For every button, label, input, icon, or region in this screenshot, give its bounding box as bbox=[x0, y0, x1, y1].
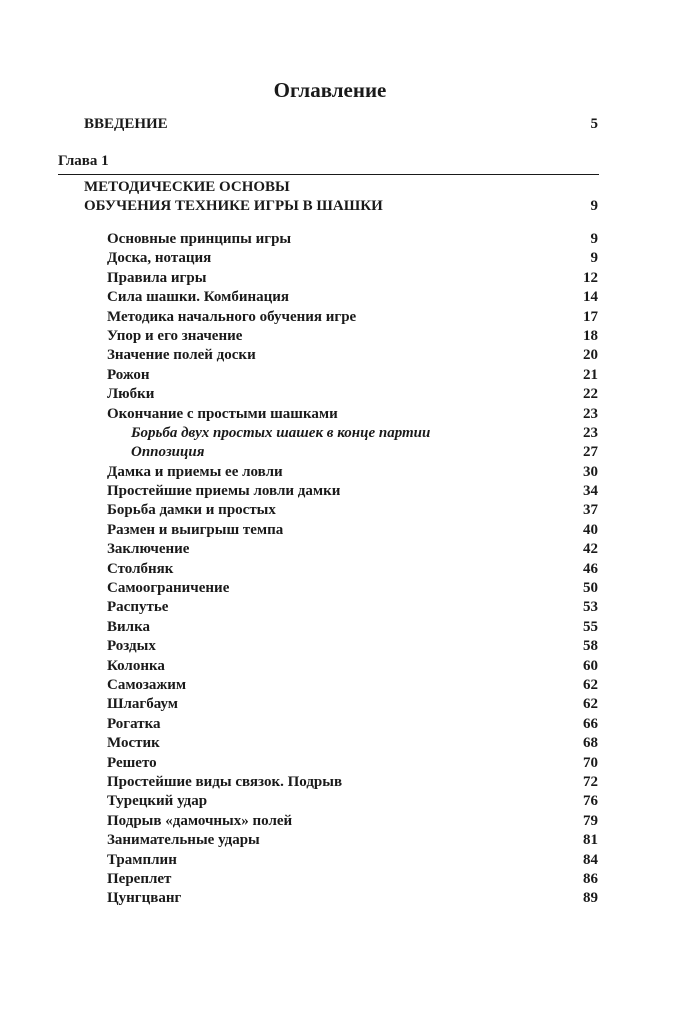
toc-entry-page: 9 bbox=[590, 231, 598, 247]
toc-entry[interactable] bbox=[107, 346, 598, 365]
toc-entry-label: Самозажим bbox=[107, 676, 187, 693]
chapter-title-entry[interactable] bbox=[84, 178, 598, 216]
toc-entry[interactable] bbox=[107, 637, 598, 656]
toc-subentry-label: Оппозиция bbox=[131, 444, 205, 461]
toc-entry-page: 72 bbox=[583, 773, 598, 790]
toc-entry[interactable] bbox=[107, 540, 598, 559]
toc-entry-label: Дамка и приемы ее ловли bbox=[107, 463, 283, 480]
toc-entry[interactable] bbox=[107, 734, 598, 753]
toc-entry[interactable] bbox=[107, 598, 598, 617]
toc-entry-page: 21 bbox=[583, 366, 598, 383]
toc-entry-page: 60 bbox=[583, 657, 598, 674]
toc-entry-page: 42 bbox=[583, 541, 598, 558]
toc-subentry[interactable] bbox=[107, 424, 598, 443]
toc-entry[interactable] bbox=[107, 463, 598, 482]
toc-entry-page: 62 bbox=[583, 676, 598, 693]
toc-entry-page: 68 bbox=[583, 735, 598, 752]
toc-entry[interactable] bbox=[107, 851, 598, 870]
toc-entry[interactable] bbox=[107, 366, 598, 385]
toc-subentry-page: 23 bbox=[583, 424, 598, 441]
toc-entry-page: 17 bbox=[583, 308, 598, 325]
toc-entry-label: Шлагбаум bbox=[107, 696, 178, 713]
toc-entry[interactable] bbox=[107, 792, 598, 811]
chapter-title-line1: МЕТОДИЧЕСКИЕ ОСНОВЫ bbox=[84, 179, 290, 195]
chapter-page: 9 bbox=[590, 198, 598, 214]
toc-entry[interactable] bbox=[107, 482, 598, 501]
toc-entry[interactable] bbox=[107, 560, 598, 579]
page-title: Оглавление bbox=[273, 78, 387, 102]
toc-entry-label: Сила шашки. Комбинация bbox=[107, 289, 289, 306]
toc-entry-page: 58 bbox=[583, 638, 598, 655]
toc-entry[interactable] bbox=[107, 249, 598, 268]
toc-entry-page: 12 bbox=[583, 269, 598, 286]
toc-entry-label: Рожон bbox=[107, 366, 150, 383]
toc-entry-page: 84 bbox=[583, 851, 598, 868]
toc-entry-page: 34 bbox=[583, 483, 598, 500]
toc-entry-page: 86 bbox=[583, 870, 598, 887]
toc-entry-page: 46 bbox=[583, 560, 598, 577]
toc-entry[interactable] bbox=[107, 676, 598, 695]
toc-entry-label: Упор и его значение bbox=[107, 327, 243, 344]
toc-entry-label: Окончание с простыми шашками bbox=[107, 405, 338, 422]
toc-entry-label: Колонка bbox=[107, 657, 165, 674]
toc-entry-label: Трамплин bbox=[107, 851, 177, 868]
toc-subentry-page: 27 bbox=[583, 444, 598, 461]
toc-subentry-label: Борьба двух простых шашек в конце партии bbox=[131, 424, 431, 441]
chapter-divider bbox=[58, 174, 599, 175]
toc-entry-page: 23 bbox=[583, 405, 598, 422]
toc-entry-page: 22 bbox=[583, 386, 598, 403]
toc-entry-page: 89 bbox=[583, 890, 598, 907]
toc-entry[interactable] bbox=[107, 812, 598, 831]
toc-entry-label: Решето bbox=[107, 754, 157, 771]
toc-entry-label: Размен и выигрыш темпа bbox=[107, 521, 284, 538]
toc-entry-label: Распутье bbox=[107, 599, 169, 616]
toc-entry-page: 14 bbox=[583, 289, 598, 306]
toc-entry[interactable] bbox=[107, 501, 598, 520]
toc-entry-label: Вилка bbox=[107, 618, 150, 635]
toc-entry-label: Рогатка bbox=[107, 715, 161, 732]
toc-entry-page: 50 bbox=[583, 580, 598, 597]
toc-entry[interactable] bbox=[107, 327, 598, 346]
toc-entry-page: 55 bbox=[583, 618, 598, 635]
toc-entry[interactable] bbox=[107, 308, 598, 327]
toc-entry[interactable] bbox=[107, 579, 598, 598]
toc-entry-label: Цунгцванг bbox=[107, 890, 182, 907]
toc-entry[interactable] bbox=[107, 618, 598, 637]
toc-entry[interactable] bbox=[107, 269, 598, 288]
toc-entry-label: Самоограничение bbox=[107, 580, 230, 597]
toc-entry[interactable] bbox=[107, 230, 598, 249]
toc-entry-page: 9 bbox=[590, 250, 598, 267]
toc-entry[interactable] bbox=[107, 288, 598, 307]
toc-entry[interactable] bbox=[107, 831, 598, 850]
toc-entry-label: Простейшие виды связок. Подрыв bbox=[107, 773, 343, 790]
toc-entry[interactable] bbox=[107, 695, 598, 714]
toc-intro-label: ВВЕДЕНИЕ bbox=[84, 116, 168, 132]
toc-entry-label: Занимательные удары bbox=[107, 832, 260, 849]
chapter-title-line2: ОБУЧЕНИЯ ТЕХНИКЕ ИГРЫ В ШАШКИ bbox=[84, 198, 383, 214]
toc-entry-label: Правила игры bbox=[107, 269, 207, 286]
toc-entry[interactable] bbox=[107, 889, 598, 908]
toc-entry-label: Значение полей доски bbox=[107, 347, 256, 364]
toc-entry[interactable] bbox=[107, 657, 598, 676]
toc-entry-page: 79 bbox=[583, 812, 598, 829]
toc-entry-label: Роздых bbox=[107, 638, 156, 655]
toc-entry[interactable] bbox=[107, 754, 598, 773]
toc-entry-page: 30 bbox=[583, 463, 598, 480]
toc-entry-page: 18 bbox=[583, 327, 598, 344]
toc-entry-label: Простейшие приемы ловли дамки bbox=[107, 483, 341, 500]
toc-entry-page: 53 bbox=[583, 599, 598, 616]
toc-entry-label: Мостик bbox=[107, 735, 160, 752]
toc-entry[interactable] bbox=[107, 773, 598, 792]
toc-entry-label: Основные принципы игры bbox=[107, 231, 292, 247]
toc-list bbox=[107, 230, 598, 909]
chapter-label: Глава 1 bbox=[58, 153, 109, 169]
toc-entry-page: 20 bbox=[583, 347, 598, 364]
toc-entry-label: Заключение bbox=[107, 541, 190, 558]
toc-entry-label: Столбняк bbox=[107, 560, 174, 577]
toc-intro-page: 5 bbox=[590, 116, 598, 132]
toc-entry[interactable] bbox=[107, 715, 598, 734]
toc-entry-page: 37 bbox=[583, 502, 598, 519]
toc-entry-label: Методика начального обучения игре bbox=[107, 308, 357, 325]
toc-entry-page: 70 bbox=[583, 754, 598, 771]
toc-entry-page: 66 bbox=[583, 715, 598, 732]
toc-entry[interactable] bbox=[107, 385, 598, 404]
toc-entry-label: Подрыв «дамочных» полей bbox=[107, 812, 293, 829]
toc-entry-page: 62 bbox=[583, 696, 598, 713]
toc-entry-label: Любки bbox=[107, 386, 155, 403]
toc-subentry[interactable] bbox=[107, 443, 598, 462]
toc-entry[interactable] bbox=[107, 870, 598, 889]
toc-entry-page: 40 bbox=[583, 521, 598, 538]
toc-entry[interactable] bbox=[107, 405, 598, 424]
toc-entry-page: 81 bbox=[583, 832, 598, 849]
toc-entry[interactable] bbox=[107, 521, 598, 540]
toc-entry-label: Турецкий удар bbox=[107, 793, 208, 810]
toc-entry-page: 76 bbox=[583, 793, 598, 810]
toc-intro-entry[interactable] bbox=[84, 116, 598, 133]
toc-entry-label: Борьба дамки и простых bbox=[107, 502, 276, 519]
toc-entry-label: Доска, нотация bbox=[107, 250, 212, 267]
toc-entry-label: Переплет bbox=[107, 870, 172, 887]
